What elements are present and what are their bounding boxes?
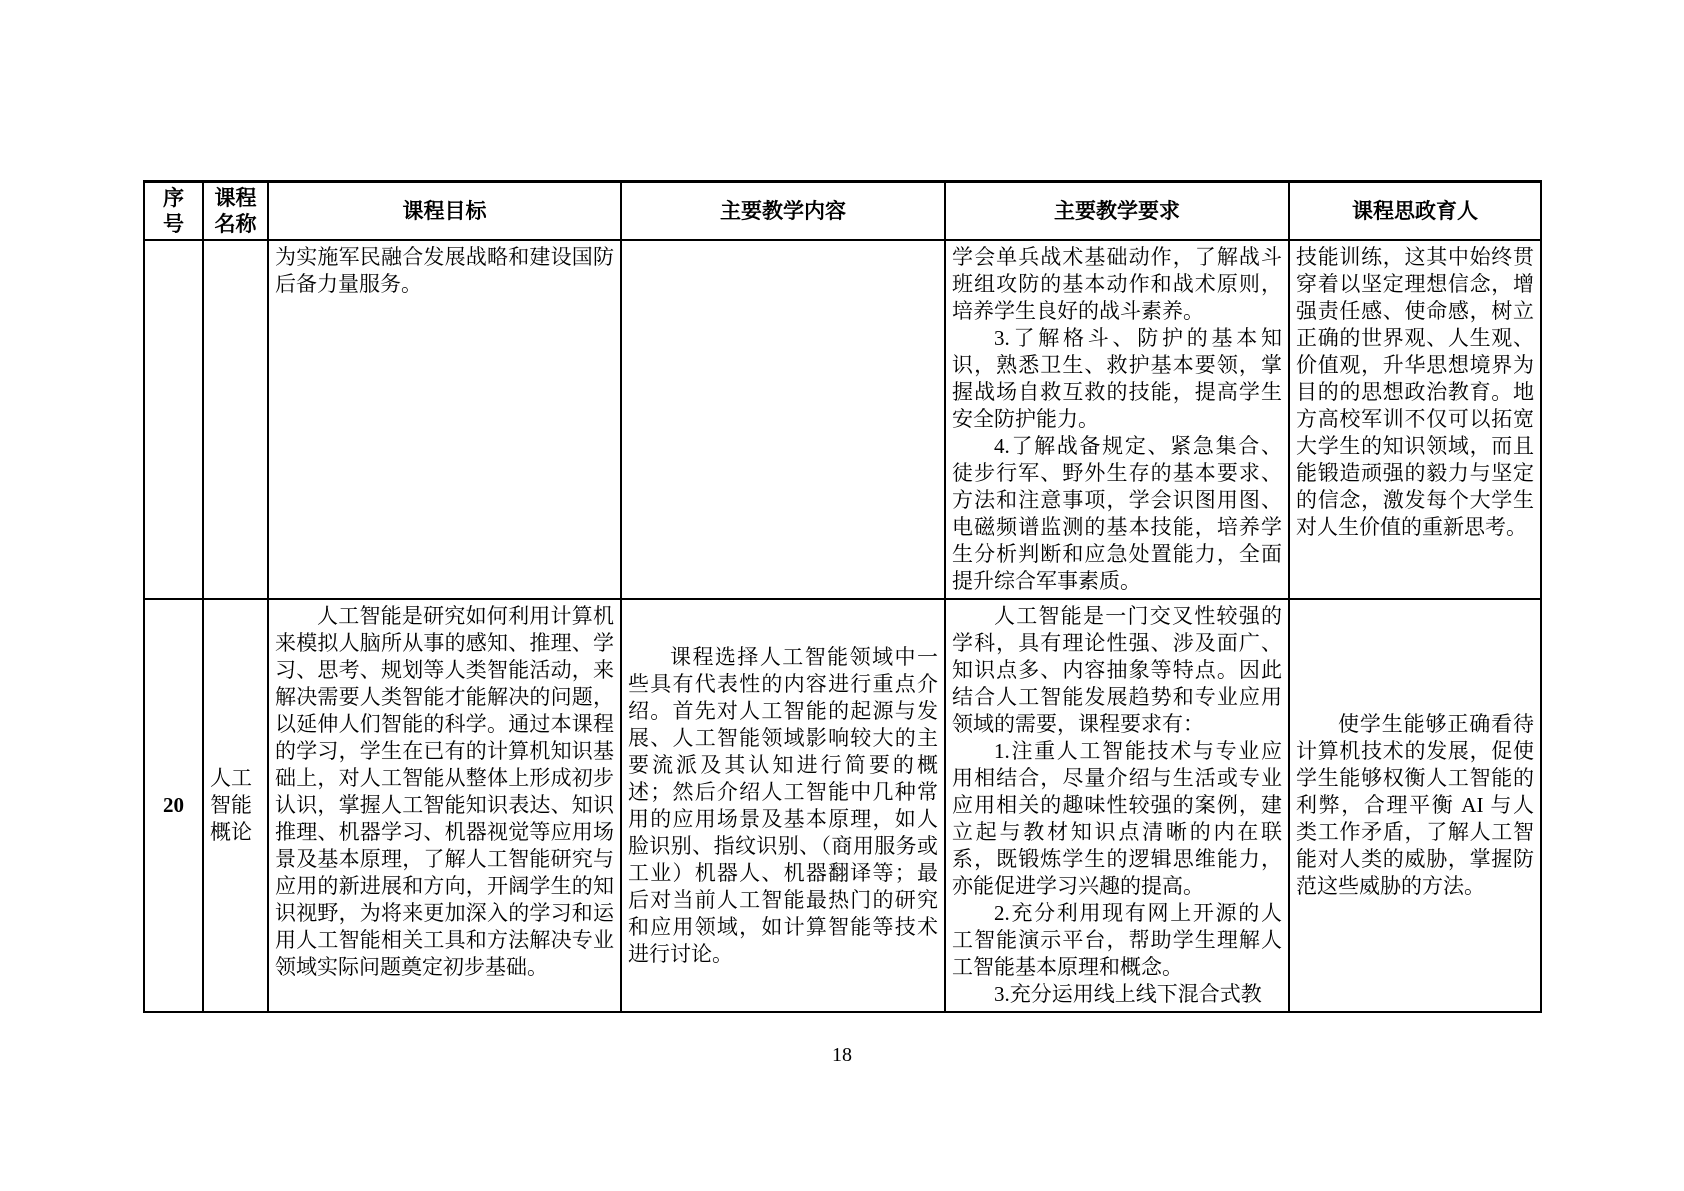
table-row	[144, 240, 1541, 599]
paragraph: 人工智能是研究如何利用计算机来模拟人脑所从事的感知、推理、学习、思考、规划等人类智能活动，来解决需要人类智能才能解决的问题，以延伸人们智能的科学。通过本课程的学习，学生在已有的计算机知识基础上，对人工智能从整体上形成初步认识，掌握人工智能知识表达、知识推理、机器学习、机器视觉等应用场景及基本原理，了解人工智能研究与应用的新进展和方向，开阔学生的知识视野，为将来更加深入的学习和运用人工智能相关工具和方法解决专业领域实际问题奠定初步基础。	[275, 604, 614, 979]
paragraph: 3.了解格斗、防护的基本知识，熟悉卫生、救护基本要领，掌握战场自救互救的技能，提高学生安全防护能力。	[952, 326, 1282, 431]
cell-ideology	[1289, 240, 1541, 599]
paragraph: 学会单兵战术基础动作，了解战斗班组攻防的基本动作和战术原则，培养学生良好的战斗素养。	[952, 245, 1282, 323]
cell-requirements	[945, 240, 1289, 599]
cell-course-name	[203, 240, 268, 599]
paragraph: 使学生能够正确看待计算机技术的发展，促使学生能够权衡人工智能的利弊，合理平衡 AI 与人类工作矛盾，了解人工智能对人类的威胁，掌握防范这些威胁的方法。	[1296, 712, 1534, 898]
paragraph: 课程选择人工智能领域中一些具有代表性的内容进行重点介绍。首先对人工智能的起源与发展、人工智能领域影响较大的主要流派及其认知进行简要的概述；然后介绍人工智能中几种常用的应用场景及基本原理，如人脸识别、指纹识别、（商用服务或工业）机器人、机器翻译等；最后对当前人工智能最热门的研究和应用领域，如计算智能等技术进行讨论。	[628, 644, 938, 966]
column-header-content: 主要教学内容	[621, 182, 945, 241]
cell-seq	[144, 240, 203, 599]
paragraph: 4.了解战备规定、紧急集合、徒步行军、野外生存的基本要求、方法和注意事项，学会识图用图、电磁频谱监测的基本技能，培养学生分析判断和应急处置能力，全面提升综合军事素质。	[952, 434, 1282, 593]
column-header-seq: 序号	[144, 182, 203, 241]
column-header-ideology: 课程思政育人	[1289, 182, 1541, 241]
course-table	[143, 180, 1542, 1013]
table-body	[144, 240, 1541, 1012]
column-header-course-name: 课程名称	[203, 182, 268, 241]
cell-content	[621, 240, 945, 599]
column-header-requirements: 主要教学要求	[945, 182, 1289, 241]
paragraph: 2.充分利用现有网上开源的人工智能演示平台，帮助学生理解人工智能基本原理和概念。	[952, 901, 1282, 979]
cell-objective	[268, 599, 621, 1012]
paragraph: 人工智能是一门交叉性较强的学科，具有理论性强、涉及面广、知识点多、内容抽象等特点。因此结合人工智能发展趋势和专业应用领域的需要，课程要求有：	[952, 604, 1282, 736]
paragraph: 为实施军民融合发展战略和建设国防后备力量服务。	[275, 245, 614, 296]
cell-ideology	[1289, 599, 1541, 1012]
table-header-row	[144, 182, 1541, 241]
cell-content	[621, 599, 945, 1012]
paragraph: 3.充分运用线上线下混合式教	[994, 982, 1262, 1006]
page-number: 18	[832, 1044, 852, 1066]
column-header-objective: 课程目标	[268, 182, 621, 241]
table-row	[144, 599, 1541, 1012]
cell-requirements	[945, 599, 1289, 1012]
cell-objective	[268, 240, 621, 599]
cell-seq: 20	[144, 599, 203, 1012]
cell-course-name: 人工智能概论	[203, 599, 268, 1012]
paragraph: 技能训练，这其中始终贯穿着以坚定理想信念，增强责任感、使命感，树立正确的世界观、人生观、价值观，升华思想境界为目的的思想政治教育。地方高校军训不仅可以拓宽大学生的知识领域，而且能锻造顽强的毅力与坚定的信念，激发每个大学生对人生价值的重新思考。	[1296, 245, 1534, 539]
paragraph: 1.注重人工智能技术与专业应用相结合，尽量介绍与生活或专业应用相关的趣味性较强的案例，建立起与教材知识点清晰的内在联系，既锻炼学生的逻辑思维能力，亦能促进学习兴趣的提高。	[952, 739, 1282, 898]
